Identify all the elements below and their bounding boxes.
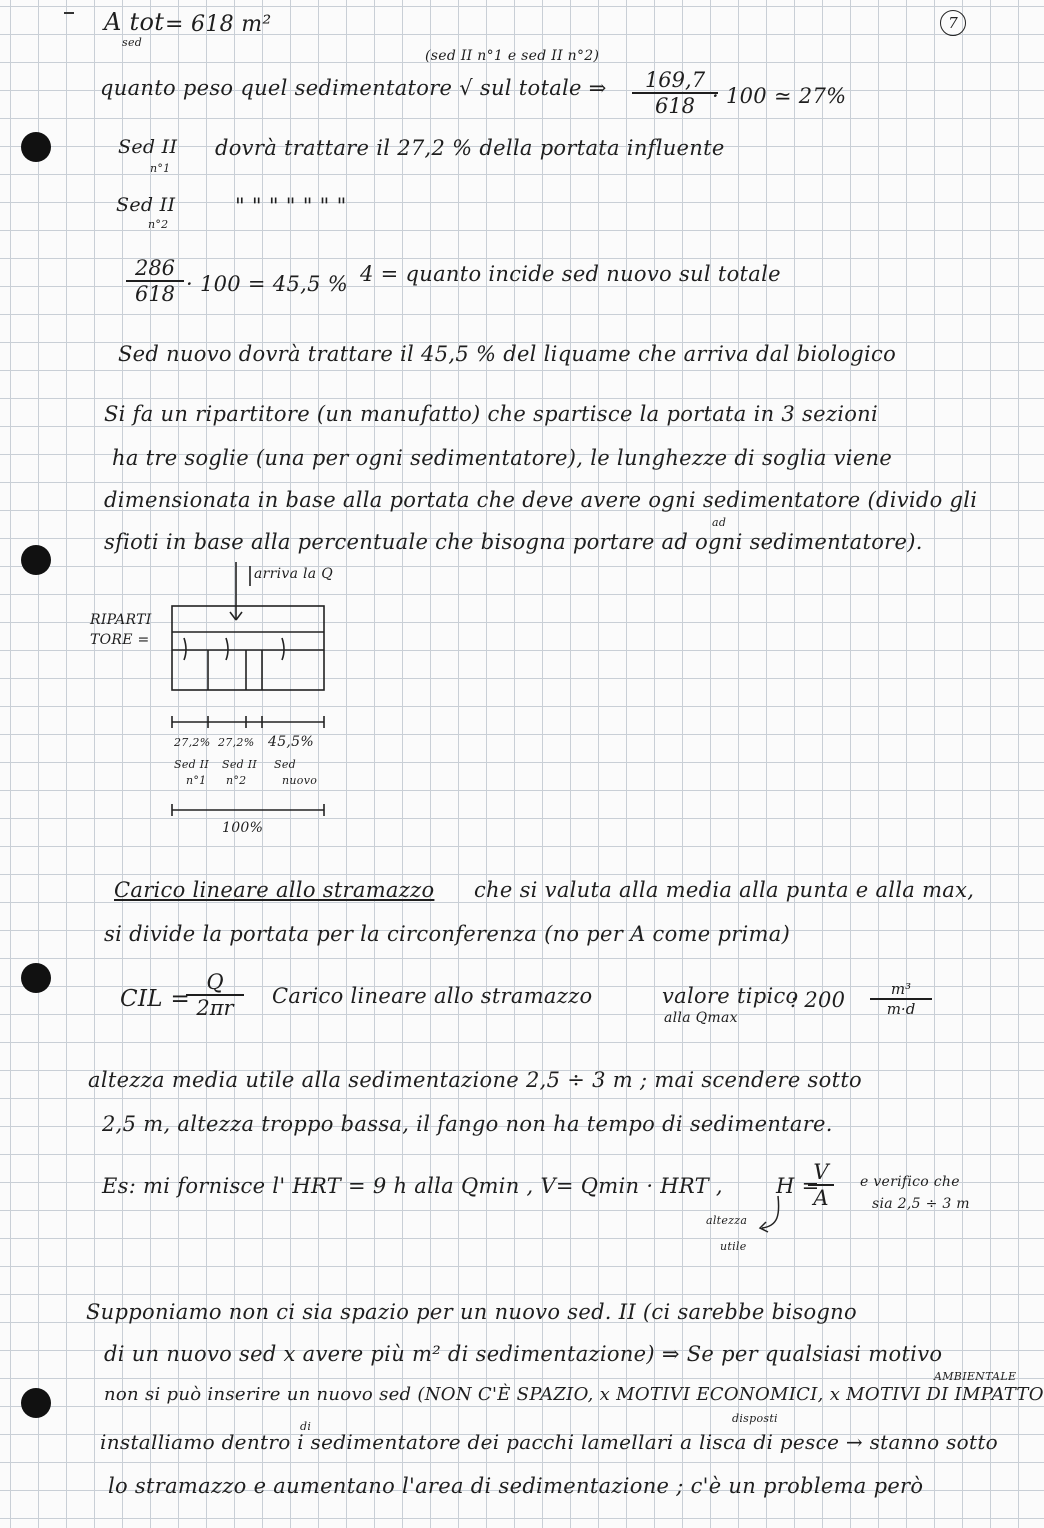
h-denominator: A <box>813 1186 829 1210</box>
cil-numerator: Q <box>186 970 244 996</box>
altezza-line-1: altezza media utile alla sedimentazione 2,5 ÷ 3 m ; mai scendere sotto <box>88 1068 862 1092</box>
page-number: 7 <box>940 10 966 36</box>
diagram-sed-3-sub: nuovo <box>282 774 318 787</box>
paragraph-1-line-4: sfioti in base alla percentuale che bisogna portare ad ogni sedimentatore). <box>104 530 923 554</box>
sed2-n1-subscript: n°1 <box>150 162 171 175</box>
diagram-sed-2-sub: n°2 <box>226 774 247 787</box>
altezza-utile-2: utile <box>720 1240 747 1253</box>
a-tot-value: = 618 m² <box>165 12 272 37</box>
valore-unit-numerator: m³ <box>870 980 932 1000</box>
diagram-sed-3: Sed <box>274 758 296 771</box>
supponiamo-di: di <box>300 1420 312 1433</box>
supponiamo-line-4: installiamo dentro i sedimentatore dei pacchi lamellari a lisca di pesce → stanno sotto <box>100 1430 999 1454</box>
a-tot-subscript: sed <box>122 36 143 49</box>
carico-title: Carico lineare allo stramazzo <box>114 878 435 902</box>
h-numerator: V <box>808 1160 834 1186</box>
diagram-label-2: TORE = <box>90 632 150 648</box>
sed2-n2-label: Sed II <box>116 194 176 216</box>
h-equals: H = <box>776 1174 820 1198</box>
esempio-line: Es: mi fornisce l' HRT = 9 h alla Qmin , V= Qmin · HRT , <box>102 1174 723 1198</box>
altezza-utile-1: altezza <box>706 1214 748 1227</box>
sed2-n1-text: dovrà trattare il 27,2 % della portata influente <box>215 136 725 160</box>
parenthetical-note: (sed II n°1 e sed II n°2) <box>425 48 600 64</box>
supponiamo-line-5: lo stramazzo e aumentano l'area di sedimentazione ; c'è un problema però <box>108 1474 924 1498</box>
cil-label: CIL = <box>120 986 191 1012</box>
paragraph-1-ad: ad <box>712 516 727 529</box>
carico-line-2: si divide la portata per la circonferenza (no per A come prima) <box>104 922 791 946</box>
quanto-peso-line: quanto peso quel sedimentatore √ sul totale ⇒ <box>100 76 607 100</box>
a-tot-label: A tot <box>104 8 165 36</box>
sed-nuovo-text: Sed nuovo dovrà trattare il 45,5 % del liquame che arriva dal biologico <box>118 342 897 366</box>
cil-description: Carico lineare allo stramazzo <box>272 984 593 1008</box>
diagram-arrival-label: arriva la Q <box>254 566 333 582</box>
cil-denominator: 2πr <box>196 996 234 1020</box>
paragraph-1-line-1: Si fa un ripartitore (un manufatto) che spartisce la portata in 3 sezioni <box>104 402 879 426</box>
supponiamo-line-3: non si può inserire un nuovo sed (NON C'È SPAZIO, x MOTIVI ECONOMICI, x MOTIVI DI IMPATTO <box>104 1384 1044 1405</box>
diagram-total: 100% <box>222 820 264 836</box>
fraction-2-result: · 100 = 45,5 % <box>186 272 348 296</box>
fraction-1-denominator: 618 <box>654 94 696 118</box>
altezza-line-2: 2,5 m, altezza troppo bassa, il fango non ha tempo di sedimentare. <box>102 1112 833 1136</box>
diagram-sed-1: Sed II <box>174 758 210 771</box>
sed2-n2-ditto: " " " " " " " <box>235 194 347 218</box>
diagram-sed-2: Sed II <box>222 758 258 771</box>
diagram-label-1: RIPARTI <box>90 612 152 628</box>
fraction-2-note: 4 = quanto incide sed nuovo sul totale <box>360 262 781 286</box>
supponiamo-line-1: Supponiamo non ci sia spazio per un nuovo sed. II (ci sarebbe bisogno <box>86 1300 857 1324</box>
supponiamo-ambientale: AMBIENTALE <box>934 1370 1017 1383</box>
supponiamo-line-2: di un nuovo sed x avere più m² di sedimentazione) ⇒ Se per qualsiasi motivo <box>104 1342 943 1366</box>
sed2-n2-subscript: n°2 <box>148 218 169 231</box>
carico-rest: che si valuta alla media alla punta e alla max, <box>474 878 975 902</box>
paragraph-1-line-2: ha tre soglie (una per ogni sedimentatore), le lunghezze di soglia viene <box>112 446 893 470</box>
supponiamo-disposti: disposti <box>732 1412 778 1425</box>
paragraph-1-line-3: dimensionata in base alla portata che deve avere ogni sedimentatore (divido gli <box>104 488 978 512</box>
diagram-pct-3: 45,5% <box>268 734 314 750</box>
diagram-sed-1-sub: n°1 <box>186 774 207 787</box>
verifico-line-1: e verifico che <box>860 1174 960 1190</box>
diagram-pct-2: 27,2% <box>218 736 255 749</box>
alla-qmax: alla Qmax <box>664 1010 738 1026</box>
valore-tipico: valore tipico <box>662 984 799 1008</box>
valore-200: : 200 <box>790 988 846 1012</box>
verifico-line-2: sia 2,5 ÷ 3 m <box>872 1196 970 1212</box>
fraction-2-numerator: 286 <box>126 256 184 282</box>
fraction-1-numerator: 169,7 <box>632 68 718 94</box>
diagram-pct-1: 27,2% <box>174 736 211 749</box>
fraction-1-result: · 100 ≃ 27% <box>712 84 847 108</box>
valore-unit-denominator: m·d <box>886 1000 916 1018</box>
sed2-n1-label: Sed II <box>118 136 178 158</box>
fraction-2-denominator: 618 <box>134 282 176 306</box>
